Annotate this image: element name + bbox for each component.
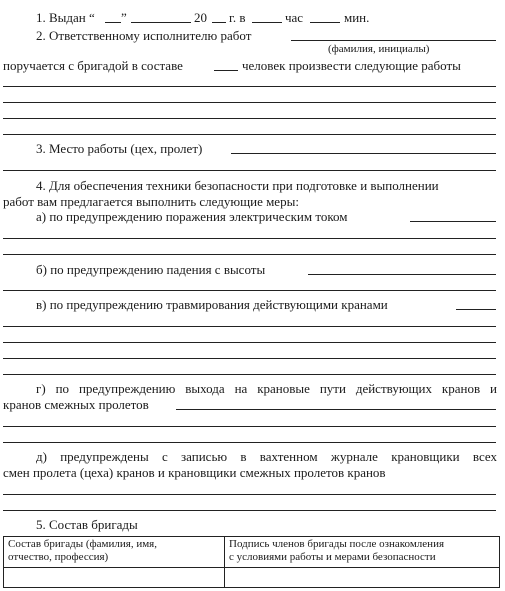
month-field[interactable] xyxy=(131,22,191,23)
crew-size-label: поручается с бригадой в составе xyxy=(3,58,183,73)
crew-signature-header-line2: с условиями работы и мерами безопасности xyxy=(229,551,436,563)
measure-cranes-line[interactable] xyxy=(3,358,496,359)
safety-intro-line2: работ вам предлагается выполнить следующие меры: xyxy=(3,194,299,209)
responsible-label: 2. Ответственному исполнителю работ xyxy=(36,28,252,43)
issued-label: 1. Выдан “ xyxy=(36,10,95,25)
day-field[interactable] xyxy=(105,22,121,23)
measure-crane-tracks-line2: кранов смежных пролетов xyxy=(3,397,149,412)
minute-label: мин. xyxy=(344,10,370,25)
measure-height-label: б) по предупреждению падения с высоты xyxy=(36,262,266,277)
crane-operators-line[interactable] xyxy=(3,494,496,495)
crane-operators-notice-line2: смен пролета (цеха) кранов и крановщики смежных пролетов кранов xyxy=(3,465,386,480)
hour-field[interactable] xyxy=(252,22,282,23)
minute-field[interactable] xyxy=(310,22,340,23)
crew-name-header xyxy=(4,537,225,568)
measure-cranes-field[interactable] xyxy=(456,309,496,310)
measure-crane-tracks-line1: г) по предупреждению выхода на крановые пути действующих кранов и xyxy=(36,381,497,396)
crew-name-header-line1: Состав бригады (фамилия, имя, xyxy=(8,538,157,550)
safety-intro-line1: 4. Для обеспечения техники безопасности при подготовке и выполнении xyxy=(36,178,439,193)
responsible-hint: (фамилия, инициалы) xyxy=(328,43,430,55)
crew-name-header-line2: отчество, профессия) xyxy=(8,551,109,563)
measure-cranes-line[interactable] xyxy=(3,326,496,327)
measure-crane-tracks-line[interactable] xyxy=(3,442,496,443)
measure-height-field[interactable] xyxy=(308,274,496,275)
year-suffix: г. в xyxy=(229,10,246,25)
measure-cranes-line[interactable] xyxy=(3,342,496,343)
table-row xyxy=(4,568,500,588)
measure-electric-label: а) по предупреждению поражения электрическим током xyxy=(36,209,348,224)
works-line[interactable] xyxy=(3,134,496,135)
works-line[interactable] xyxy=(3,86,496,87)
crew-signature-header xyxy=(225,537,500,568)
measure-crane-tracks-field[interactable] xyxy=(176,409,496,410)
crew-size-field[interactable] xyxy=(214,70,238,71)
measure-height-line[interactable] xyxy=(3,290,496,291)
measure-electric-line[interactable] xyxy=(3,254,496,255)
crew-composition-label: 5. Состав бригады xyxy=(36,517,138,532)
hour-label: час xyxy=(285,10,304,25)
year-prefix: 20 xyxy=(194,10,207,25)
workplace-line[interactable] xyxy=(3,170,496,171)
crew-signature-cell[interactable] xyxy=(225,568,500,588)
quote-close: ” xyxy=(121,10,127,25)
measure-crane-tracks-line[interactable] xyxy=(3,426,496,427)
crane-operators-line[interactable] xyxy=(3,510,496,511)
workplace-field[interactable] xyxy=(231,153,496,154)
responsible-field[interactable] xyxy=(291,40,496,41)
crew-table xyxy=(3,536,500,588)
year-field[interactable] xyxy=(212,22,226,23)
measure-electric-field[interactable] xyxy=(410,221,496,222)
measure-electric-line[interactable] xyxy=(3,238,496,239)
works-line[interactable] xyxy=(3,102,496,103)
works-line[interactable] xyxy=(3,118,496,119)
crew-signature-header-line1: Подпись членов бригады после ознакомления xyxy=(229,538,445,550)
table-header-row xyxy=(4,537,500,568)
crane-operators-notice-line1: д) предупреждены с записью в вахтенном журнале крановщики всех xyxy=(36,449,497,464)
works-label: человек произвести следующие работы xyxy=(242,58,461,73)
workplace-label: 3. Место работы (цех, пролет) xyxy=(36,141,203,156)
crew-name-cell[interactable] xyxy=(4,568,225,588)
measure-cranes-label: в) по предупреждению травмирования действующими кранами xyxy=(36,297,388,312)
measure-cranes-line[interactable] xyxy=(3,374,496,375)
